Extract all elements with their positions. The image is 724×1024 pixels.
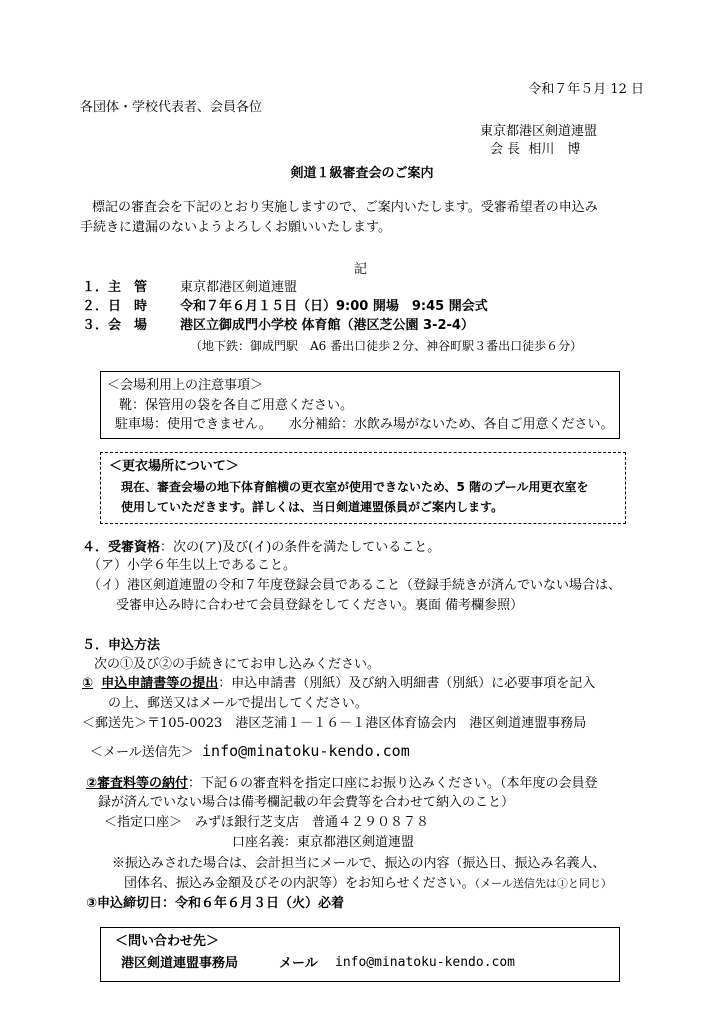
changing-line-1: 現在、審査会場の地下体育館横の更衣室が使用できないため、5 階のプール用更衣室を bbox=[121, 480, 589, 494]
recipient-line: 各団体・学校代表者、会員各位 bbox=[80, 100, 263, 115]
notice-shoes: 靴：保管用の袋を各自ご用意ください。 bbox=[119, 398, 354, 413]
application-heading: ５．申込方法 bbox=[82, 638, 161, 653]
step1-rest: ：申込申請書（別紙）及び納入明細書（別紙）に必要事項を記入 bbox=[218, 676, 596, 691]
changing-heading: ＜更衣場所について＞ bbox=[109, 459, 239, 474]
post-address: ＜郵送先＞〒105-0023 港区芝浦１－１６－１港区体育協会内 港区剣道連盟事務局 bbox=[82, 716, 587, 731]
sender-name: 相川 博 bbox=[528, 142, 581, 157]
step2-line-2: 録が済んでいない場合は備考欄記載の年会費等を合わせて納入のこと） bbox=[98, 795, 515, 810]
changing-room-box bbox=[100, 452, 626, 524]
sender-signature bbox=[490, 142, 580, 158]
mail-destination bbox=[90, 743, 410, 761]
contact-box bbox=[100, 927, 620, 982]
notice-heading: ＜会場利用上の注意事項＞ bbox=[107, 378, 264, 393]
step1-line-1 bbox=[82, 676, 595, 692]
transfer-note-1: ※振込みされた場合は、会計担当にメールで、振込の内容（振込日、振込み名義人、 bbox=[112, 856, 606, 871]
qualification-b-line-1: （イ）港区剣道連盟の令和７年度登録会員であること（登録手続きが済んでいない場合は、 bbox=[88, 578, 622, 593]
step2-line-1 bbox=[86, 776, 598, 792]
notice-parking: 駐車場：使用できません。 bbox=[115, 417, 272, 432]
step2-title: ②審査料等の納付 bbox=[86, 776, 189, 791]
qualification-b-line-2: 受審申込み時に合わせて会員登録をしてください。裏面 備考欄参照） bbox=[116, 598, 524, 613]
item-host-value: 東京都港区剣道連盟 bbox=[180, 280, 298, 295]
contact-mail-address: info@minatoku-kendo.com bbox=[335, 955, 516, 970]
qualification-heading-line bbox=[82, 540, 440, 556]
item-venue-value: 港区立御成門小学校 体育館（港区芝公園 3-2-4） bbox=[180, 318, 474, 333]
intro-line-2: 手続きに遺漏のないようよろしくお願いいたします。 bbox=[80, 220, 391, 235]
sender-organization: 東京都港区剣道連盟 bbox=[480, 124, 598, 139]
changing-line-2: 使用していただきます。詳しくは、当日剣道連盟係員がご案内します。 bbox=[121, 500, 504, 514]
mail-destination-label: ＜メール送信先＞ bbox=[90, 745, 194, 760]
item-venue-label: ３．会 場 bbox=[82, 318, 148, 333]
sender-role: 会 長 bbox=[490, 142, 521, 157]
item-date-label: ２．日 時 bbox=[82, 299, 148, 314]
contact-mail-label: メール bbox=[279, 956, 318, 971]
venue-notice-box bbox=[100, 371, 620, 439]
application-intro: 次の①及び②の手続きにてお申し込みください。 bbox=[94, 657, 381, 672]
contact-heading: ＜問い合わせ先＞ bbox=[115, 934, 220, 949]
intro-line-1: 標記の審査会を下記のとおり実施しますので、ご案内いたします。受審希望者の申込み bbox=[92, 200, 598, 215]
item-date-value: 令和７年６月１５日（日）9:00 開場 9:45 開会式 bbox=[180, 299, 488, 314]
document-title: 剣道１級審査会のご案内 bbox=[290, 166, 434, 181]
qualification-heading-rest: ：次の(ア)及び(イ)の条件を満たしていること。 bbox=[160, 540, 441, 555]
qualification-a: （ア）小学６年生以上であること。 bbox=[88, 558, 297, 573]
qualification-heading: ４．受審資格 bbox=[82, 540, 161, 555]
step1-line-2: の上、郵送又はメールで提出してください。 bbox=[108, 696, 368, 711]
mail-destination-address: info@minatoku-kendo.com bbox=[202, 742, 410, 760]
application-deadline: ③申込締切日：令和６年６月３日（火）必着 bbox=[86, 896, 345, 911]
step1-title: 申込申請書等の提出 bbox=[101, 676, 219, 691]
bank-account: ＜指定口座＞ みずほ銀行芝支店 普通４２９０８７８ bbox=[104, 815, 430, 830]
account-name: 口座名義：東京都港区剣道連盟 bbox=[232, 835, 415, 850]
contact-organization: 港区剣道連盟事務局 bbox=[121, 956, 239, 971]
notice-water: 水分補給：水飲み場がないため、各自ご用意ください。 bbox=[289, 417, 614, 432]
venue-access: （地下鉄：御成門駅 A6 番出口徒歩２分、神谷町駅３番出口徒歩６分） bbox=[190, 339, 583, 353]
transfer-note-2 bbox=[124, 876, 612, 892]
document-date: 令和７年５月 12 日 bbox=[528, 82, 644, 97]
step1-number: ① bbox=[82, 676, 94, 691]
transfer-note-2-main: 団体名、振込み金額及びその内訳等）をお知らせください。 bbox=[124, 876, 475, 891]
step2-rest: ：下記６の審査料を指定口座にお振り込みください。（本年度の会員登 bbox=[188, 776, 598, 791]
ki-heading: 記 bbox=[354, 262, 368, 277]
transfer-note-2-small: （メール送信先は①と同じ） bbox=[474, 877, 612, 890]
item-host-label: １．主 管 bbox=[82, 280, 148, 295]
